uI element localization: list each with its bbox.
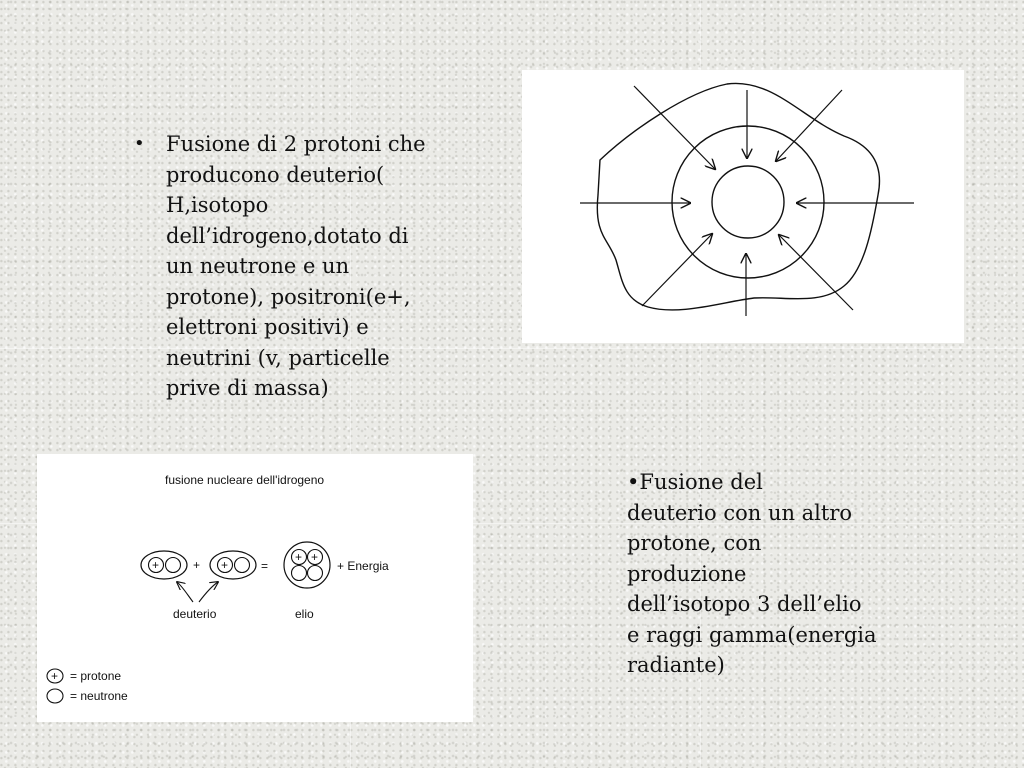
- inner-circle: [712, 166, 784, 238]
- text-line: produzione: [627, 561, 747, 586]
- text-line: protone, con: [627, 531, 762, 555]
- proton-sign: +: [311, 550, 319, 564]
- text-line: producono deuterio(: [166, 162, 385, 187]
- fusion-diagram: [37, 454, 473, 722]
- equals-sign: =: [261, 559, 269, 573]
- deuterio-label: deuterio: [173, 607, 217, 621]
- bullet-dot: •: [134, 133, 145, 154]
- proton-sign: +: [221, 558, 229, 572]
- text-line: deuterio con un altro: [627, 500, 853, 525]
- proton-sign: +: [51, 669, 59, 683]
- neutron-circle: [235, 558, 250, 573]
- text-line: elettroni positivi) e: [166, 315, 369, 339]
- text-line: prive di massa): [166, 376, 329, 400]
- helium-outline: [284, 542, 330, 588]
- arrow: [634, 86, 715, 169]
- arrow: [642, 234, 712, 306]
- text-line: Fusione di 2 protoni che: [166, 132, 426, 156]
- neutron-circle: [166, 558, 181, 573]
- text-line: un neutrone e un: [166, 254, 350, 278]
- compression-diagram: [522, 70, 964, 343]
- fusion-title: fusione nucleare dell'idrogeno: [165, 473, 325, 487]
- plus-sign: +: [193, 558, 201, 572]
- text-line: dell’idrogeno,dotato di: [166, 223, 409, 248]
- energy-label: + Energia: [337, 559, 389, 573]
- fusion-diagram-svg: [37, 454, 473, 722]
- text-line: protone), positroni(e+,: [166, 284, 411, 309]
- legend-neutron-icon: [47, 689, 63, 703]
- legend-proton-text: = protone: [70, 669, 122, 683]
- elio-label: elio: [295, 607, 314, 621]
- deuterio-arrow: [177, 582, 193, 602]
- neutron-circle: [308, 566, 323, 581]
- text-line: dell’isotopo 3 dell’elio: [627, 592, 862, 616]
- irregular-outline: [597, 83, 879, 310]
- proton-sign: +: [295, 550, 303, 564]
- right-text: [627, 467, 887, 681]
- deuterio-arrow: [199, 582, 218, 602]
- compression-diagram-svg: [522, 70, 964, 343]
- neutron-circle: [292, 566, 307, 581]
- text-line: •Fusione del: [627, 470, 763, 494]
- text-line: neutrini (v, particelle: [166, 345, 390, 370]
- left-bullet-text: [134, 129, 446, 404]
- text-line: radiante): [627, 653, 725, 677]
- proton-sign: +: [152, 558, 160, 572]
- text-line: e raggi gamma(energia: [627, 622, 877, 647]
- legend-neutron-text: = neutrone: [70, 689, 128, 703]
- text-line: H,isotopo: [166, 193, 269, 217]
- background-seam: [0, 348, 1024, 349]
